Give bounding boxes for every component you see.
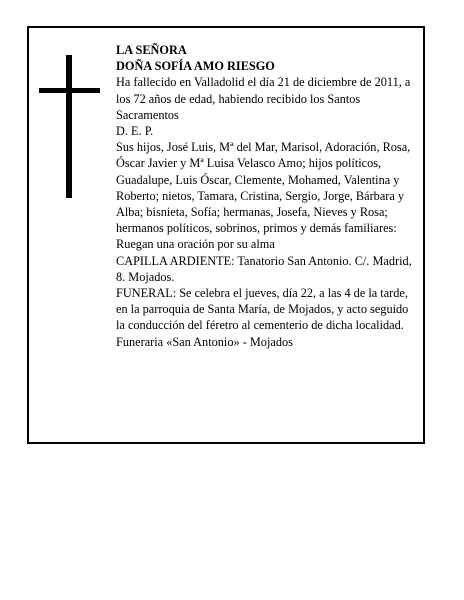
dep-line: D. E. P. — [116, 124, 154, 139]
cross-horizontal-bar — [39, 88, 100, 93]
funeral-info: FUNERAL: Se celebra el jueves, día 22, a las 4 de la tarde, en la parroquia de Santa María, de Mojados, y acto seguido la conducción del féretro al cementerio de dicha localidad. — [116, 286, 409, 333]
cross-vertical-bar — [66, 55, 72, 198]
notice-text — [116, 42, 420, 350]
deceased-name: DOÑA SOFÍA AMO RIESGO — [116, 59, 275, 74]
funeral-home: Funeraria «San Antonio» - Mojados — [116, 334, 293, 349]
cross-icon — [39, 55, 101, 200]
prayer-request: Ruegan una oración por su alma — [116, 237, 275, 252]
notice-title: LA SEÑORA — [116, 43, 187, 57]
death-announcement: Ha fallecido en Valladolid el día 21 de diciembre de 2011, a los 72 años de edad, habiendo recibido los Santos Sacramentos — [116, 75, 411, 122]
chapel-info: CAPILLA ARDIENTE: Tanatorio San Antonio. C/. Madrid, 8. Mojados. — [116, 253, 412, 284]
family-list: Sus hijos, José Luis, Mª del Mar, Marisol, Adoración, Rosa, Óscar Javier y Mª Luisa Velasco Amo; hijos políticos, Guadalupe, Luis Óscar, Clemente, Mohamed, Valentina y Roberto; nietos, Tamara, Cristina, Sergio, Jorge, Bárbara y Alba; bisnieta, Sofía; hermanas, Josefa, Nieves y Rosa; hermanos políticos, sobrinos, primos y demás familiares: — [116, 140, 411, 236]
obituary-notice — [27, 26, 425, 444]
